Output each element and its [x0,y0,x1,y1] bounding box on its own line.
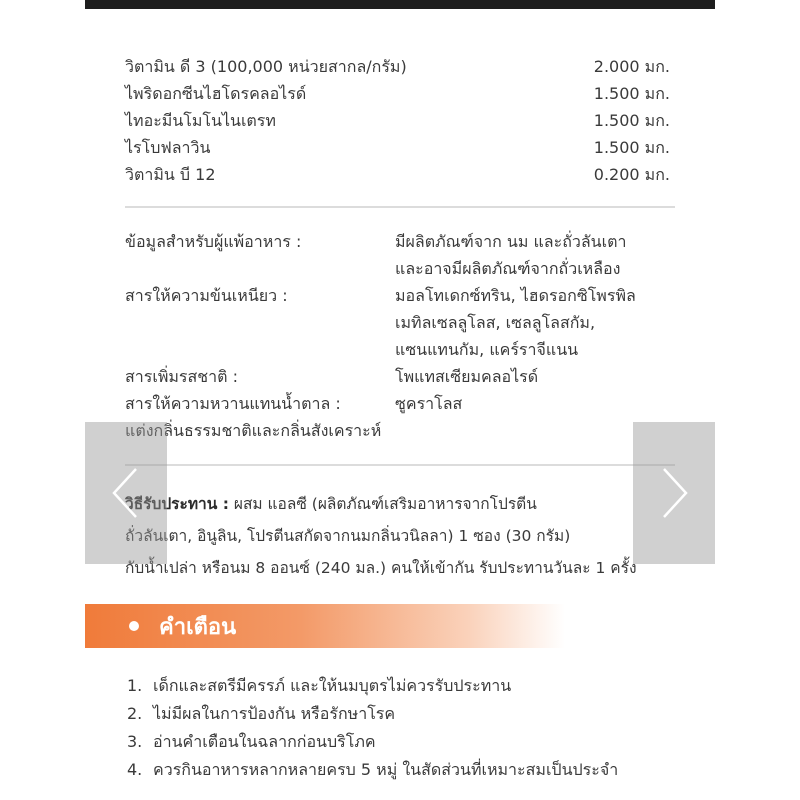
nutrient-row [125,53,670,80]
flavor-enhancer-row [125,363,685,390]
usage-line: ถั่วลันเตา, อินูลิน, โปรตีนสกัดจากนมกลิ่นวนิลลา) 1 ซอง (30 กรัม) [125,527,571,545]
list-item [127,756,687,784]
list-item [127,700,687,728]
allergen-label: ข้อมูลสำหรับผู้แพ้อาหาร : [125,232,302,251]
usage-text: ผสม แอลซี (ผลิตภัณฑ์เสริมอาหารจากโปรตีน [233,495,537,513]
nutrient-amount: 1.500 มก. [593,111,670,130]
thickener-value [395,282,685,363]
flavoring-row [125,417,685,444]
nutrient-name: ไพริดอกซีนไฮโดรคลอไรด์ [125,84,307,103]
thickener-line: เมทิลเซลลูโลส, เซลลูโลสกัม, [395,313,596,332]
nutrient-amount: 1.500 มก. [593,84,670,103]
usage-line: กับน้ำเปล่า หรือนม 8 ออนซ์ (240 มล.) คนให้เข้ากัน รับประทานวันละ 1 ครั้ง [125,559,637,577]
list-item-number: 4. [127,760,143,779]
section-divider [125,206,675,208]
usage-line [125,488,685,520]
allergen-line: และอาจมีผลิตภัณฑ์จากถั่วเหลือง [395,259,621,278]
bullet-icon [129,621,139,631]
nutrient-amount: 2.000 มก. [593,57,670,76]
chevron-right-icon [654,463,694,523]
nutrient-amount: 1.500 มก. [593,138,670,157]
warning-title: คำเตือน [159,614,237,640]
flavor-enhancer-label: สารเพิ่มรสชาติ : [125,367,238,386]
nutrient-row [125,134,670,161]
thickener-label: สารให้ความข้นเหนียว : [125,286,288,305]
thickener-row [125,282,685,363]
ingredient-info [125,228,685,444]
list-item-text: อ่านคำเตือนในฉลากก่อนบริโภค [153,732,376,751]
chevron-left-icon [106,463,146,523]
nutrient-row [125,80,670,107]
list-item [127,728,687,756]
thickener-line: แซนแทนกัม, แคร์ราจีแนน [395,340,579,359]
list-item-text: เด็กและสตรีมีครรภ์ และให้นมบุตรไม่ควรรับประทาน [153,676,512,695]
usage-instructions [125,488,685,584]
list-item-number: 2. [127,704,143,723]
prev-slide-button[interactable] [85,422,167,564]
list-item-number: 3. [127,732,143,751]
section-divider [125,464,675,466]
flavor-enhancer-value: โพแทสเซียมคลอไรด์ [395,367,539,386]
nutrient-name: วิตามิน บี 12 [125,165,216,184]
nutrient-amount: 0.200 มก. [593,165,670,184]
nutrient-row [125,161,670,188]
warning-list [127,672,687,784]
allergen-line: มีผลิตภัณฑ์จาก นม และถั่วลันเตา [395,232,627,251]
warning-header [85,604,565,648]
allergen-row [125,228,685,282]
sweetener-label: สารให้ความหวานแทนน้ำตาล : [125,394,341,413]
thickener-line: มอลโทเดกซ์ทริน, ไฮดรอกซิโพรพิล [395,286,636,305]
nutrient-row [125,107,670,134]
list-item-text: ควรกินอาหารหลากหลายครบ 5 หมู่ ในสัดส่วนที่เหมาะสมเป็นประจำ [153,760,619,779]
nutrient-name: ไรโบฟลาวิน [125,138,211,157]
next-slide-button[interactable] [633,422,715,564]
nutrient-name: วิตามิน ดี 3 (100,000 หน่วยสากล/กรัม) [125,57,407,76]
nutrient-name: ไทอะมีนโมโนไนเตรท [125,111,276,130]
sweetener-row [125,390,685,417]
allergen-value [395,228,685,282]
list-item [127,672,687,700]
list-item-text: ไม่มีผลในการป้องกัน หรือรักษาโรค [153,704,396,723]
top-bar [85,0,715,9]
list-item-number: 1. [127,676,143,695]
usage-title: วิธีรับประทาน : [125,495,229,513]
flavoring-note: แต่งกลิ่นธรรมชาติและกลิ่นสังเคราะห์ [125,421,382,440]
sweetener-value: ซูคราโลส [395,394,463,413]
nutrient-table [125,53,670,188]
